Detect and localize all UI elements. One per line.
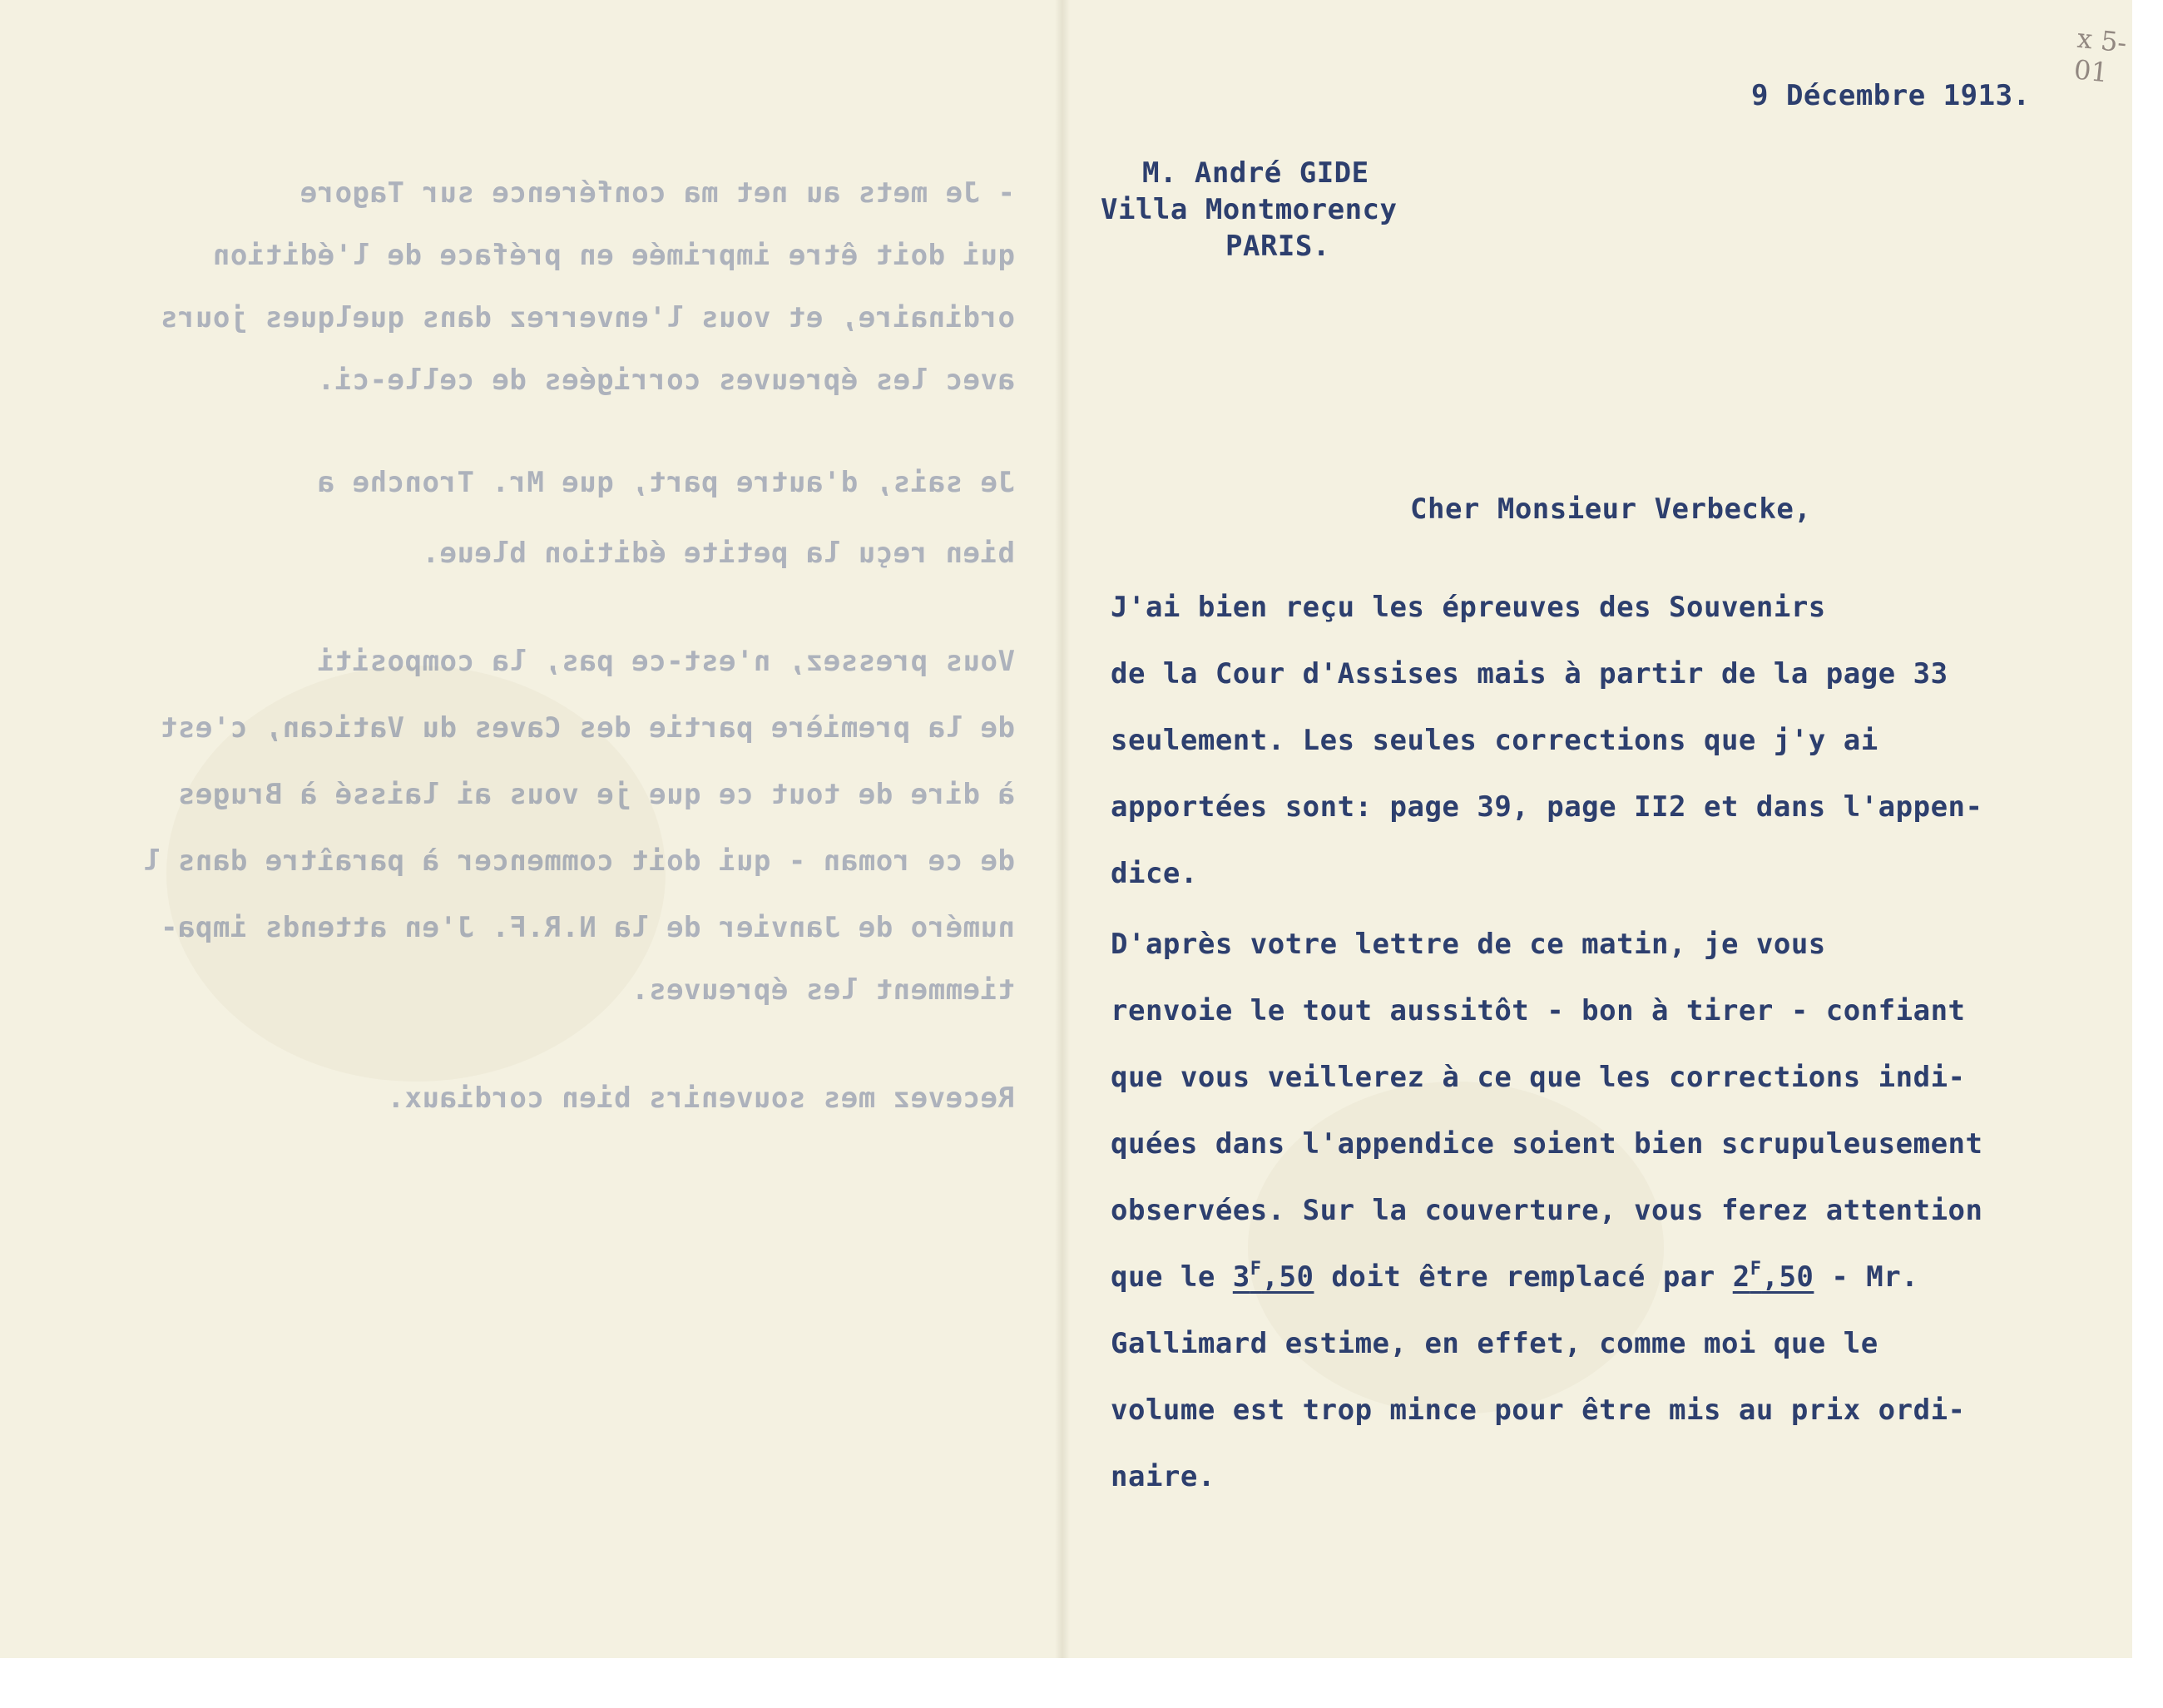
bleed-line: avec les épreuves corrigées de celle-ci. [317, 364, 1015, 397]
body-line: J'ai bien reçu les épreuves des Souvenirs [1111, 591, 1826, 624]
body-line: volume est trop mince pour être mis au prix ordi- [1111, 1394, 1966, 1427]
body-line: observées. Sur la couverture, vous ferez attention [1111, 1194, 1983, 1227]
bleed-line: de ce roman - qui doit commencer à paraître dans l [142, 844, 1015, 878]
right-page [1069, 0, 2132, 1658]
bleed-line: - Je mets au net ma conférence sur Tagore [299, 176, 1015, 210]
recipient-city: PARIS. [1225, 230, 1330, 263]
bleed-line: numéro de Janvier de la N.R.F. J'en attends impa- [160, 911, 1015, 944]
bleed-line: Je sais, d'autre part, que Mr. Tronche a [317, 466, 1015, 499]
bleed-line: à dire de tout ce que je vous ai laissé à Bruges [177, 778, 1015, 811]
body-line: renvoie le tout aussitôt - bon à tirer - confiant [1111, 994, 1966, 1027]
old-price [1233, 1260, 1314, 1294]
body-line: apportées sont: page 39, page II2 et dans l'appen- [1111, 790, 1983, 824]
body-line: de la Cour d'Assises mais à partir de la page 33 [1111, 657, 1948, 691]
body-line: dice. [1111, 857, 1198, 890]
body-line: D'après votre lettre de ce matin, je vous [1111, 928, 1826, 961]
bleed-line: Recevez mes souvenirs bien cordiaux. [387, 1082, 1015, 1115]
recipient-name: M. André GIDE [1142, 156, 1369, 190]
salutation: Cher Monsieur Verbecke, [1410, 493, 1812, 526]
old-price-main: 3 [1232, 1260, 1250, 1294]
bleed-line: ordinaire, et vous l'enverrez dans quelques jours [160, 301, 1015, 334]
new-price-main: 2 [1732, 1260, 1750, 1294]
bleed-line: de la première partie des Caves du Vatican, c'est [160, 711, 1015, 745]
new-price-unit: F [1750, 1259, 1762, 1280]
new-price [1733, 1260, 1814, 1294]
letter-date: 9 Décembre 1913. [1751, 79, 2031, 112]
archive-note: x 5-01 [2072, 22, 2129, 89]
bleed-line: bien reçu la petite édition bleue. [422, 537, 1015, 570]
old-price-unit: F [1250, 1259, 1262, 1280]
price-line-middle: doit être remplacé par [1314, 1260, 1733, 1294]
bleed-through-text [0, 0, 1057, 1658]
page-fold [1055, 0, 1070, 1658]
recipient-street: Villa Montmorency [1101, 193, 1398, 226]
body-line: naire. [1111, 1460, 1215, 1493]
new-price-rest: ,50 [1761, 1260, 1814, 1294]
price-line [1111, 1260, 1918, 1294]
body-line: seulement. Les seules corrections que j'y ai [1111, 724, 1878, 757]
bleed-line: qui doit être imprimée en préface de l'édition [212, 239, 1015, 272]
body-line: quées dans l'appendice soient bien scrupuleusement [1111, 1127, 1983, 1161]
body-line: que vous veillerez à ce que les corrections indi- [1111, 1061, 1966, 1094]
left-page [0, 0, 1057, 1658]
bleed-line: tiemment les épreuves. [631, 973, 1015, 1007]
price-line-suffix: - Mr. [1814, 1260, 1919, 1294]
body-line: Gallimard estime, en effet, comme moi que le [1111, 1327, 1878, 1360]
old-price-rest: ,50 [1261, 1260, 1314, 1294]
bleed-line: Vous pressez, n'est-ce pas, la compositi [317, 645, 1015, 678]
price-line-prefix: que le [1111, 1260, 1233, 1294]
